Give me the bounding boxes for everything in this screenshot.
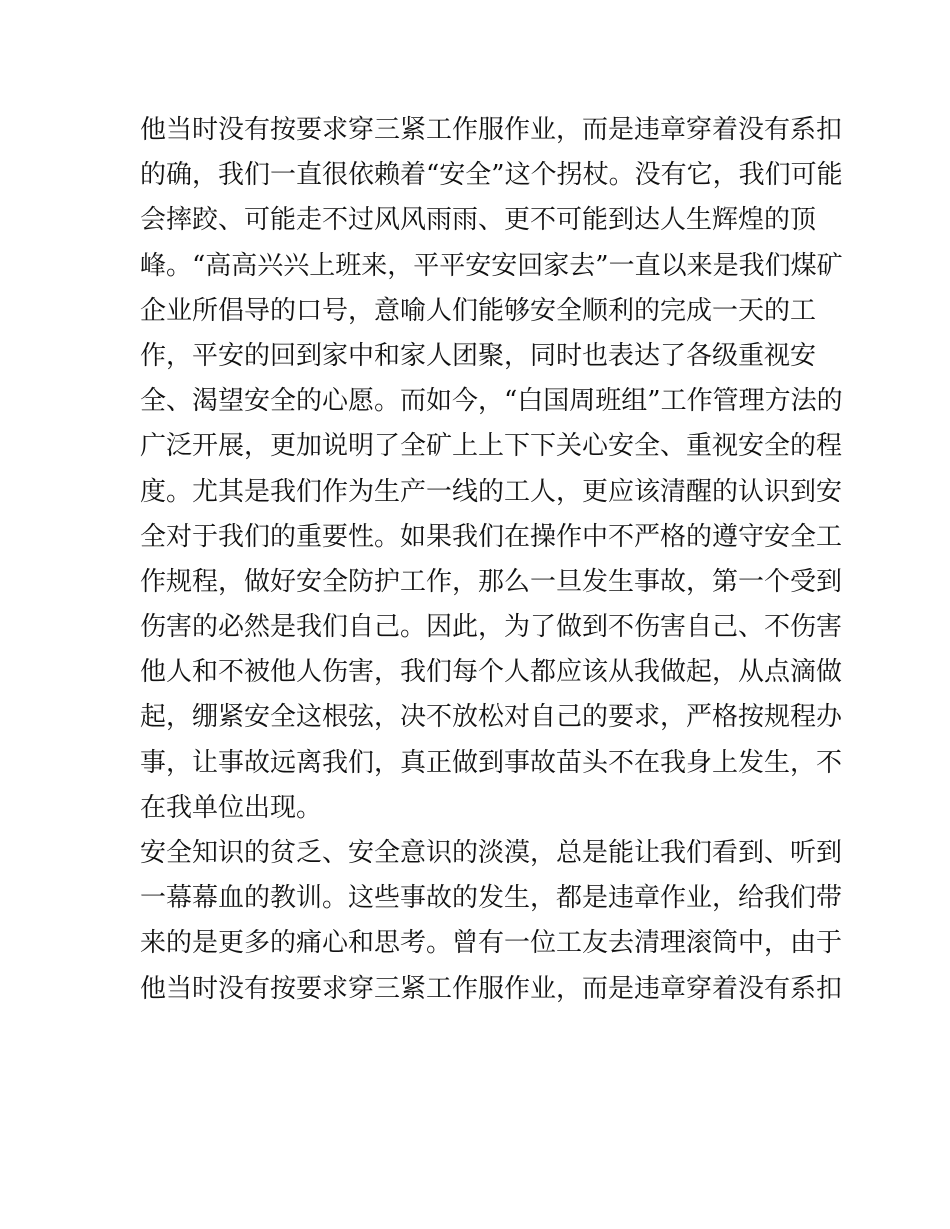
text-line: 作，平安的回到家中和家人团聚，同时也表达了各级重视安 [140, 340, 817, 371]
document-body-text [140, 108, 843, 1012]
text-line: 会摔跤、可能走不过风风雨雨、更不可能到达人生辉煌的顶 [140, 205, 817, 236]
text-line: 他当时没有按要求穿三紧工作服作业，而是违章穿着没有系扣 [140, 973, 843, 1004]
text-line: 全对于我们的重要性。如果我们在操作中不严格的遵守安全工 [140, 521, 843, 552]
text-line: 他当时没有按要求穿三紧工作服作业，而是违章穿着没有系扣 [140, 115, 843, 145]
text-line: 起，绷紧安全这根弦，决不放松对自己的要求，严格按规程办 [140, 702, 843, 733]
text-line: 广泛开展，更加说明了全矿上上下下关心安全、重视安全的程 [140, 431, 843, 462]
text-line: 全、渴望安全的心愿。而如今，“白国周班组”工作管理方法的 [140, 386, 843, 417]
text-line: 企业所倡导的口号，意喻人们能够安全顺利的完成一天的工 [140, 295, 817, 326]
text-line: 伤害的必然是我们自己。因此，为了做到不伤害自己、不伤害 [140, 612, 843, 643]
text-line: 他人和不被他人伤害，我们每个人都应该从我做起，从点滴做 [140, 657, 843, 688]
text-line: 来的是更多的痛心和思考。曾有一位工友去清理滚筒中，由于 [140, 928, 843, 959]
text-line: 度。尤其是我们作为生产一线的工人，更应该清醒的认识到安 [140, 476, 843, 507]
text-line: 一幕幕血的教训。这些事故的发生，都是违章作业，给我们带 [140, 883, 843, 914]
text-line: 安全知识的贫乏、安全意识的淡漠，总是能让我们看到、听到 [140, 838, 843, 868]
text-line: 事，让事故远离我们，真正做到事故苗头不在我身上发生，不 [140, 747, 843, 778]
text-line: 作规程，做好安全防护工作，那么一旦发生事故，第一个受到 [140, 566, 843, 597]
text-line: 在我单位出现。 [140, 792, 323, 823]
text-line: 的确，我们一直很依赖着“安全”这个拐杖。没有它，我们可能 [140, 160, 843, 191]
text-line: 峰。“高高兴兴上班来，平平安安回家去”一直以来是我们煤矿 [140, 250, 843, 281]
